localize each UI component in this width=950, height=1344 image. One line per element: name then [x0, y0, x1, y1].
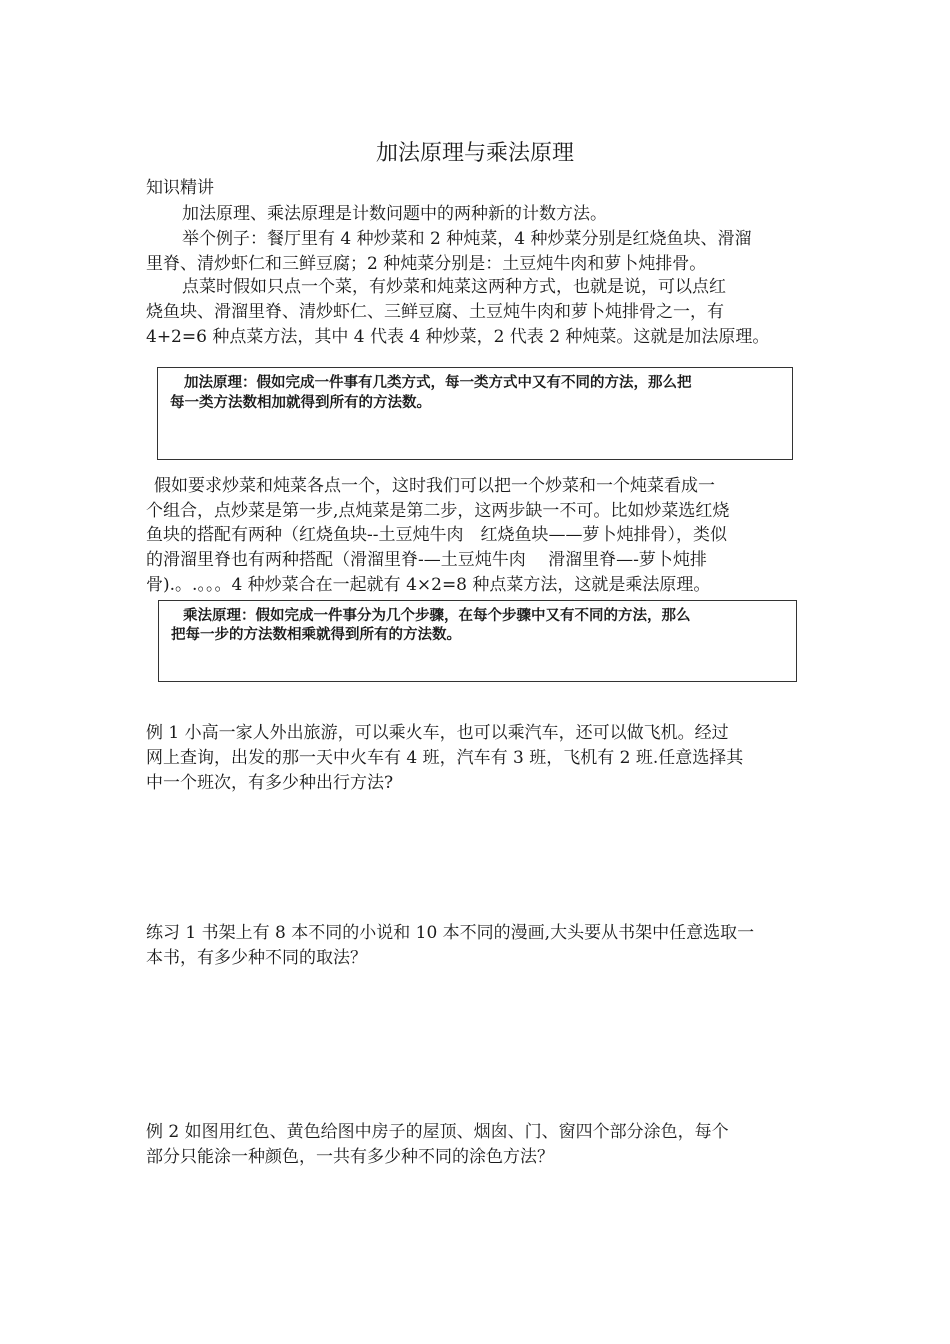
box-text-line: 乘法原理：假如完成一件事分为几个步骤，在每个步骤中又有不同的方法，那么: [183, 608, 691, 624]
text-line: 假如要求炒菜和炖菜各点一个，这时我们可以把一个炒菜和一个炖菜看成一: [154, 476, 715, 496]
multiplication-principle-box: [158, 600, 797, 682]
text-line: 部分只能涂一种颜色，一共有多少种不同的涂色方法？: [146, 1147, 554, 1167]
text-line: 练习 1 书架上有 8 本不同的小说和 10 本不同的漫画,大头要从书架中任意选取一: [146, 923, 755, 943]
page-title: 加法原理与乘法原理: [375, 141, 574, 166]
text-line: 例 2 如图用红色、黄色给图中房子的屋顶、烟囱、门、窗四个部分涂色，每个: [146, 1122, 729, 1142]
text-line: 中一个班次，有多少种出行方法?: [146, 773, 394, 793]
text-line: 举个例子：餐厅里有 4 种炒菜和 2 种炖菜，4 种炒菜分别是红烧鱼块、滑溜: [182, 229, 752, 249]
text-line: 例 1 小高一家人外出旅游，可以乘火车，也可以乘汽车，还可以做飞机。经过: [146, 723, 729, 743]
text-line: 点菜时假如只点一个菜，有炒菜和炖菜这两种方式，也就是说，可以点红: [182, 277, 726, 297]
text-line: 4+2=6 种点菜方法，其中 4 代表 4 种炒菜，2 代表 2 种炖菜。这就是加法原理。: [146, 327, 770, 347]
box-text-line: 每一类方法数相加就得到所有的方法数。: [170, 395, 431, 411]
text-line: 本书，有多少种不同的取法？: [146, 948, 367, 968]
section-heading: 知识精讲: [146, 178, 214, 198]
text-line: 网上查询，出发的那一天中火车有 4 班，汽车有 3 班，飞机有 2 班.任意选择其: [146, 748, 744, 768]
text-line: 里脊、清炒虾仁和三鲜豆腐；2 种炖菜分别是：土豆炖牛肉和萝卜炖排骨。: [146, 254, 707, 274]
box-text-line: 把每一步的方法数相乘就得到所有的方法数。: [171, 627, 461, 643]
text-line: 烧鱼块、滑溜里脊、清炒虾仁、三鲜豆腐、土豆炖牛肉和萝卜炖排骨之一，有: [146, 302, 724, 322]
text-line: 鱼块的搭配有两种（红烧鱼块--土豆炖牛肉 红烧鱼块——萝卜炖排骨），类似: [146, 525, 727, 545]
text-line: 骨).。.。。。4 种炒菜合在一起就有 4×2=8 种点菜方法，这就是乘法原理。: [146, 575, 711, 595]
box-text-line: 加法原理：假如完成一件事有几类方式，每一类方式中又有不同的方法，那么把: [184, 375, 692, 391]
addition-principle-box: [157, 367, 793, 460]
intro-paragraph: 加法原理、乘法原理是计数问题中的两种新的计数方法。: [182, 204, 607, 224]
text-line: 的滑溜里脊也有两种搭配（滑溜里脊-—土豆炖牛肉 滑溜里脊—-萝卜炖排: [146, 550, 707, 570]
text-line: 个组合，点炒菜是第一步,点炖菜是第二步，这两步缺一不可。比如炒菜选红烧: [146, 501, 730, 521]
